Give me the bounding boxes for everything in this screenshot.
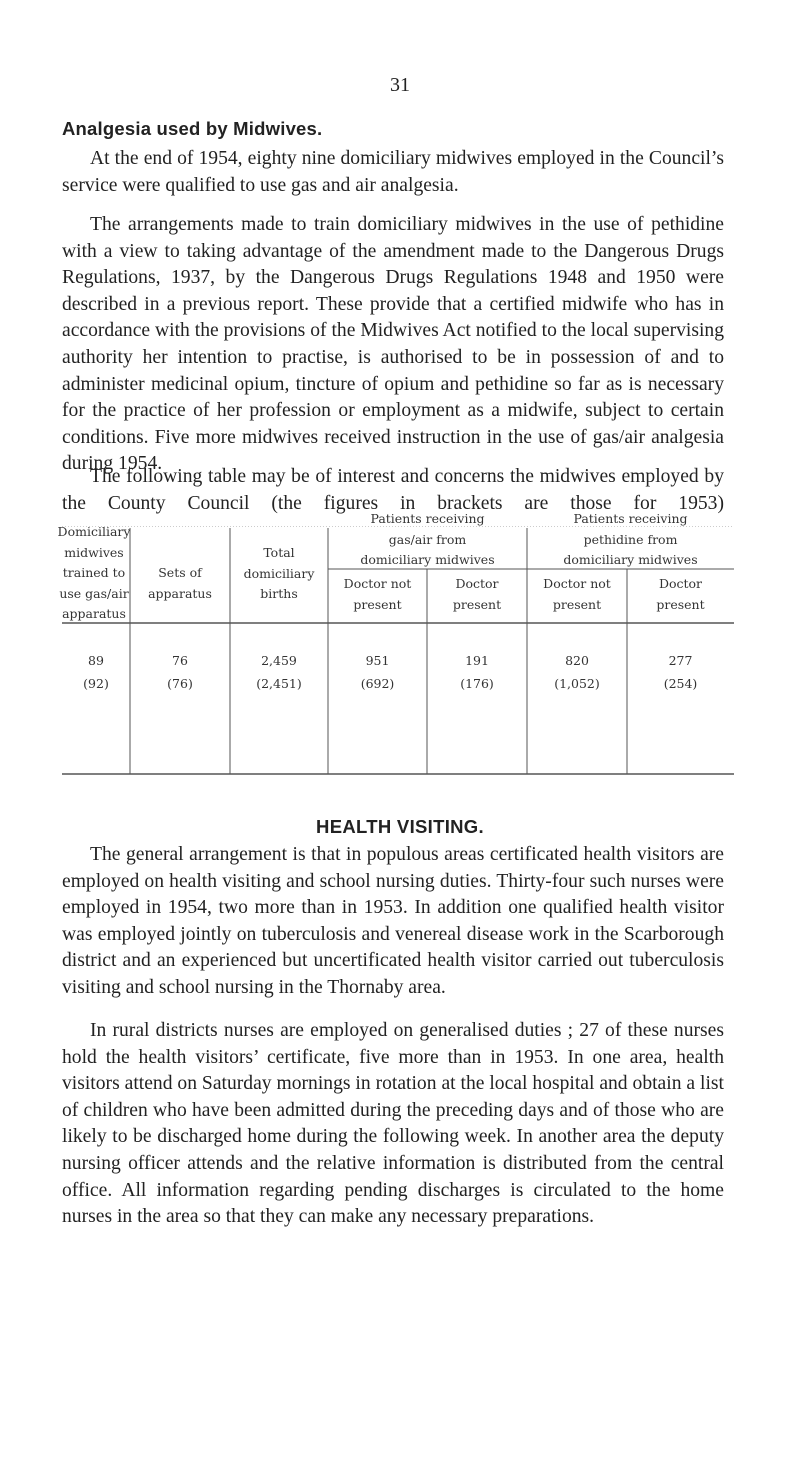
previous-total-births: (2,451) xyxy=(256,676,302,691)
paragraph-midwives-qualified: At the end of 1954, eighty nine domiciliary midwives employed in the Council’s service were qualified to use gas and air analgesia. xyxy=(62,148,724,196)
header-gas-air-group: Patients receiving gas/air from domiciliary midwives xyxy=(360,511,495,567)
section-heading-health-visiting: HEALTH VISITING. xyxy=(316,816,484,837)
paragraph-pethidine-arrangements: The arrangements made to train domiciliary midwives in the use of pethidine with a view to taking advantage of the amendment made to the Dangerous Drugs Regulations, 1937, by the Dangerous Drugs Regulations 1948 and 1950 were described in a previous report. These provide that a certified midwife who has in accordance with the provisions of the Midwives Act notified to the local supervising authority her intention to practise, is authorised to be in possession of and to administer medicinal opium, tincture of opium and pethidine so far as is necessary for the practice of her profession or employment as a midwife, subject to certain conditions. Five more midwives received instruction in the use of gas/air analgesia during 1954. xyxy=(62,214,724,475)
header-gas-air-doctor-not-present: Doctor not present xyxy=(343,576,412,612)
value-midwives-trained: 89 xyxy=(88,653,104,668)
page-number: 31 xyxy=(390,74,410,96)
header-pethidine-doctor-not-present: Doctor not present xyxy=(543,576,611,612)
header-domiciliary-midwives: Domiciliary midwives trained to use gas/air apparatus xyxy=(57,524,131,621)
header-gas-air-doctor-present: Doctor present xyxy=(452,576,502,612)
value-gas-air-doctor-present: 191 xyxy=(465,653,489,668)
header-sets-of-apparatus: Sets of apparatus xyxy=(148,565,212,601)
value-sets-of-apparatus: 76 xyxy=(172,653,188,668)
previous-gas-air-doctor-present: (176) xyxy=(460,676,494,691)
header-pethidine-group: Patients receiving pethidine from domiciliary midwives xyxy=(563,511,698,567)
midwives-analgesia-table xyxy=(57,511,734,776)
value-pethidine-doctor-present: 277 xyxy=(668,653,693,668)
paragraph-general-arrangement: The general arrangement is that in populous areas certificated health visitors are employed on health visiting and school nursing duties. Thirty-four such nurses were employed in 1954, two more than in 1953. In addition one qualified health visitor was employed jointly on tuberculosis and venereal disease work in the Scarborough district and an experienced but uncertificated health visitor carried out tuberculosis visiting and school nursing in the Thornaby area. xyxy=(62,844,724,998)
section-heading-analgesia: Analgesia used by Midwives. xyxy=(62,118,323,139)
previous-midwives-trained: (92) xyxy=(83,676,109,691)
paragraph-table-intro: The following table may be of interest and concerns the midwives employed by the County Council (the figures in brackets are those for 1953) xyxy=(62,466,724,514)
previous-pethidine-doctor-not-present: (1,052) xyxy=(554,676,600,691)
previous-sets-of-apparatus: (76) xyxy=(167,676,193,691)
paragraph-rural-districts: In rural districts nurses are employed on generalised duties ; 27 of these nurses hold the health visitors’ certificate, five more than in 1953. In one area, health visitors attend on Saturday mornings in rotation at the local hospital and obtain a list of children who have been admitted during the preceding days and of those who are likely to be discharged home during the following week. In another area the deputy nursing officer attends and the relative information is distributed from the central office. All information regarding pending discharges is circulated to the home nurses in the area so that they can make any necessary preparations. xyxy=(62,1020,724,1228)
value-pethidine-doctor-not-present: 820 xyxy=(565,653,589,668)
value-gas-air-doctor-not-present: 951 xyxy=(365,653,390,668)
header-pethidine-doctor-present: Doctor present xyxy=(656,576,705,612)
previous-pethidine-doctor-present: (254) xyxy=(663,676,698,691)
header-total-births: Total domiciliary births xyxy=(243,545,315,601)
previous-gas-air-doctor-not-present: (692) xyxy=(360,676,395,691)
value-total-births: 2,459 xyxy=(261,653,297,668)
